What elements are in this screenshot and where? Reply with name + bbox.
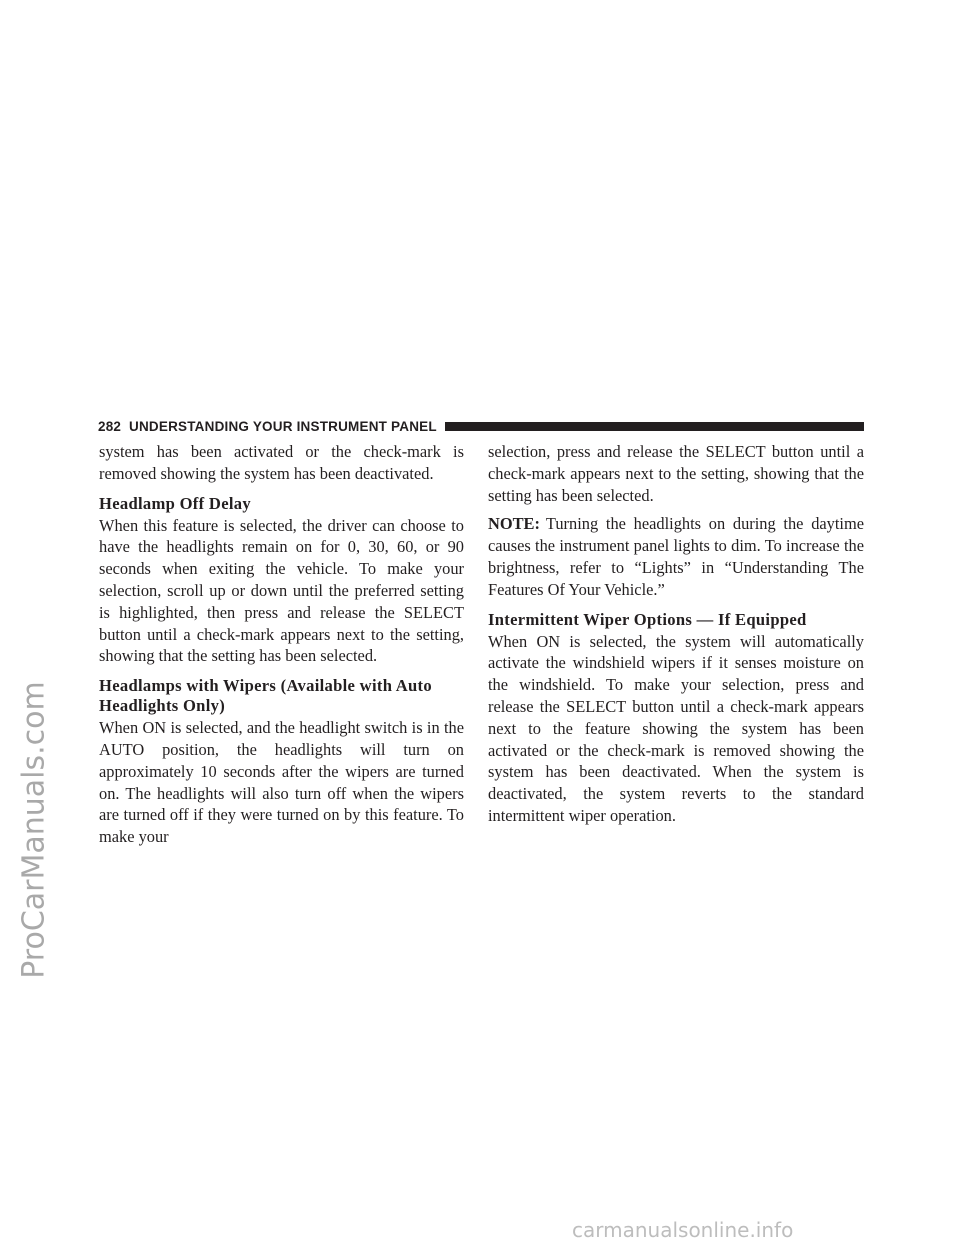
side-watermark bbox=[0, 0, 70, 1242]
headlamp-off-delay-body: When this feature is selected, the driver can choose to have the headlights remain on for 0, 30, 60, or 90 seconds when exiting the vehicle. To make your selection, scroll up or down until the preferred setting is highlighted, then press and release the SELECT button until a check-mark appears next to the setting, showing that the setting has been selected. bbox=[99, 515, 464, 666]
page-header-text bbox=[98, 419, 437, 434]
note-paragraph bbox=[488, 513, 864, 600]
bottom-watermark: carmanualsonline.info bbox=[572, 1218, 794, 1242]
section-title: UNDERSTANDING YOUR INSTRUMENT PANEL bbox=[129, 418, 437, 434]
side-watermark-text: ProCarManuals.com bbox=[16, 681, 52, 979]
intermittent-wiper-body: When ON is selected, the system will automatically activate the windshield wipers if it senses moisture on the windshield. To make your selection, press and release the SELECT button until a check-mark appears next to the feature showing the system has been activated or the check-mark is removed showing the system has been deactivated. When the system is deactivated, the system reverts to the standard intermittent wiper operation. bbox=[488, 631, 864, 825]
intermittent-wiper-heading: Intermittent Wiper Options — If Equipped bbox=[488, 609, 807, 629]
headlamp-off-delay-heading: Headlamp Off Delay bbox=[99, 493, 251, 513]
note-label: NOTE: bbox=[488, 514, 540, 534]
left-column bbox=[99, 441, 464, 855]
continued-paragraph: selection, press and release the SELECT button until a check-mark appears next to the setting, showing that the setting has been selected. bbox=[488, 442, 864, 505]
headlamps-with-wipers-heading: Headlamps with Wipers (Available with Auto Headlights Only) bbox=[99, 676, 432, 716]
page-number: 282 bbox=[98, 418, 122, 434]
right-column bbox=[488, 441, 864, 834]
header-rule bbox=[445, 422, 864, 431]
page-header bbox=[98, 418, 864, 434]
headlamps-with-wipers-body: When ON is selected, and the headlight switch is in the AUTO position, the headlights will turn on approximately 10 seconds after the wipers are turned on. The headlights will also turn off when the wipers are turned off if they were turned on by this feature. To make your bbox=[99, 718, 464, 847]
note-text: Turning the headlights on during the daytime causes the instrument panel lights to dim. To increase the brightness, refer to “Lights” in “Understanding The Features Of Your Vehicle.” bbox=[488, 514, 864, 599]
intro-paragraph: system has been activated or the check-mark is removed showing the system has been deactivated. bbox=[99, 442, 464, 483]
